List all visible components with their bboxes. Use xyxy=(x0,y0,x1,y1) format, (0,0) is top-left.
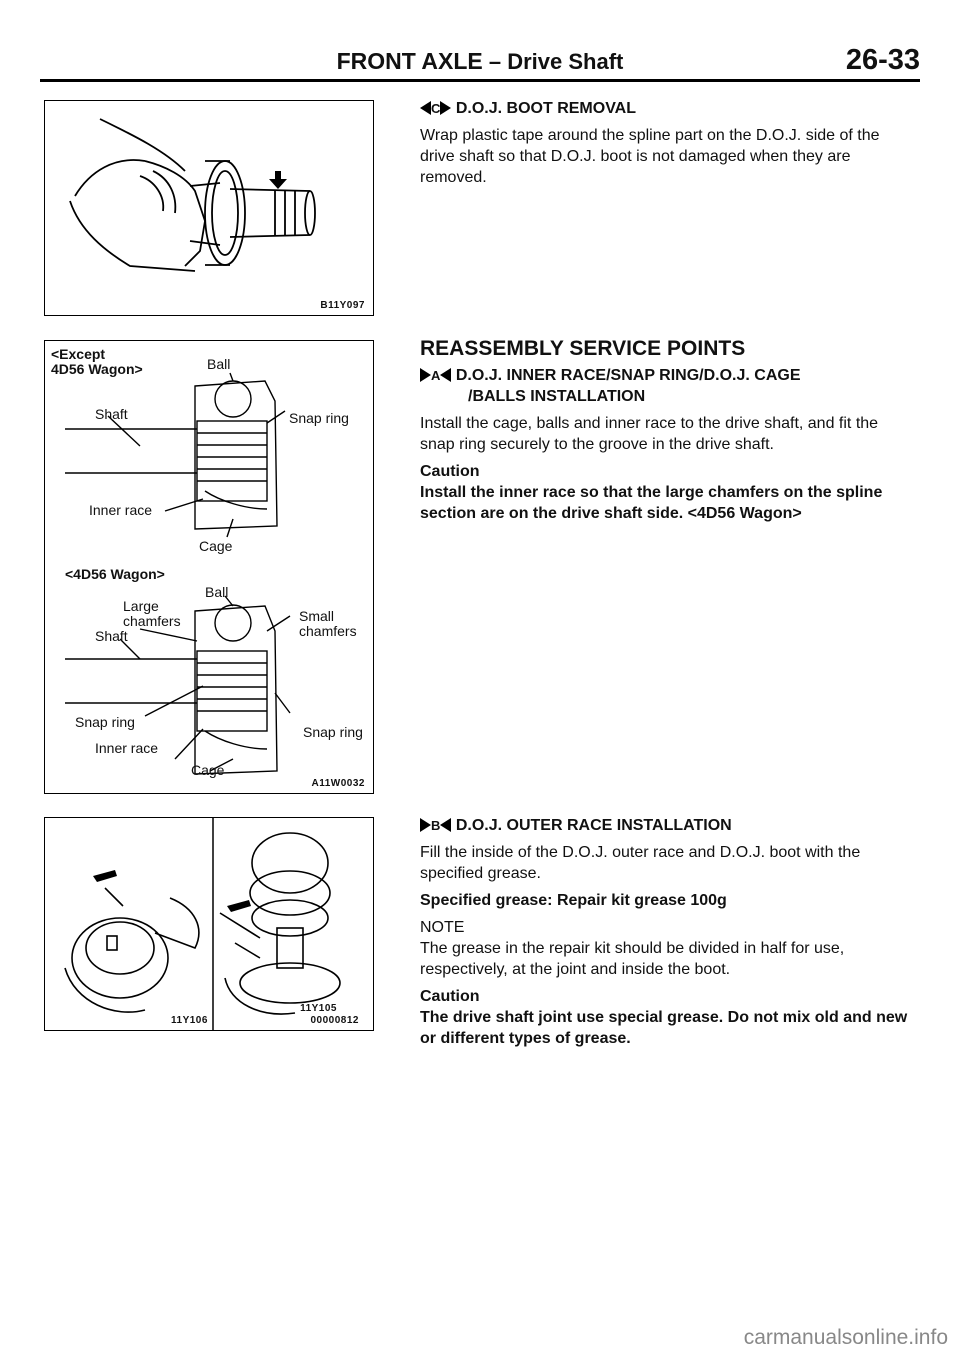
boot-removal-illustration xyxy=(45,101,373,315)
label-large-chamfers: Large chamfers xyxy=(123,598,181,629)
figure-grease-fill xyxy=(44,817,374,1031)
figure-code-left: 11Y106 xyxy=(171,1015,208,1026)
title-sub: Drive Shaft xyxy=(507,49,624,74)
figure-code: B11Y097 xyxy=(320,300,365,311)
label-ball-2: Ball xyxy=(205,584,229,600)
section-heading: C D.O.J. BOOT REMOVAL xyxy=(420,98,915,119)
figure-boot-removal xyxy=(44,100,374,316)
label-inner-race-2: Inner race xyxy=(95,740,159,756)
arrow-right-icon xyxy=(420,818,431,832)
note-text: The grease in the repair kit should be divided in half for use, respectively, at the joint and inside the boot. xyxy=(420,940,845,978)
arrow-icon xyxy=(269,171,287,189)
figure-code-right-2: 00000812 xyxy=(310,1015,359,1026)
grease-tube-icon xyxy=(93,870,117,882)
page-header xyxy=(40,44,920,78)
subsection-heading: B D.O.J. OUTER RACE INSTALLATION xyxy=(420,815,915,836)
subsection-body: Fill the inside of the D.O.J. outer race and D.O.J. boot with the specified grease. xyxy=(420,844,861,882)
watermark: carmanualsonline.info xyxy=(743,1326,948,1349)
arrow-left-icon xyxy=(440,818,451,832)
section-outer-race xyxy=(420,815,915,1049)
figure-code: A11W0032 xyxy=(311,778,365,789)
figure-inner-race xyxy=(44,340,374,794)
arrow-left-icon xyxy=(420,101,431,115)
label-snap-ring: Snap ring xyxy=(289,410,349,426)
title-main: FRONT AXLE xyxy=(336,48,483,74)
section-body: Wrap plastic tape around the spline part on the D.O.J. side of the drive shaft so that D.O.J. boot is not damaged when they are removed. xyxy=(420,127,880,186)
page-number: 26-33 xyxy=(845,44,920,76)
label-ball: Ball xyxy=(207,356,231,372)
grease-fill-illustration xyxy=(45,818,373,1030)
label-shaft: Shaft xyxy=(95,406,128,422)
section-title: REASSEMBLY SERVICE POINTS xyxy=(420,337,746,360)
subsection-heading-cont: /BALLS INSTALLATION xyxy=(468,388,646,405)
label-cage: Cage xyxy=(199,538,233,554)
label-small-chamfers: Small chamfers xyxy=(299,608,357,639)
label-inner-race: Inner race xyxy=(89,502,153,518)
caution-label: Caution xyxy=(420,463,480,480)
caution-text: Install the inner race so that the large chamfers on the spline section are on the drive shaft side. <4D56 Wagon> xyxy=(420,484,883,522)
section-boot-removal xyxy=(420,98,915,188)
spec-text: Specified grease: Repair kit grease 100g xyxy=(420,892,727,909)
subsection-heading: A D.O.J. INNER RACE/SNAP RING/D.O.J. CAGE xyxy=(420,365,915,386)
label-cage-2: Cage xyxy=(191,762,225,778)
page-title xyxy=(40,48,920,75)
caution-text: The drive shaft joint use special grease. Do not mix old and new or different types of grease. xyxy=(420,1009,908,1047)
label-snap-ring-2: Snap ring xyxy=(75,714,135,730)
grease-tube-icon xyxy=(227,900,251,912)
caution-label: Caution xyxy=(420,988,480,1005)
label-snap-ring-3: Snap ring xyxy=(303,724,363,740)
label-variant-wagon: <4D56 Wagon> xyxy=(65,566,165,582)
subsection-body: Install the cage, balls and inner race to the drive shaft, and fit the snap ring securely to the groove in the drive shaft. xyxy=(420,415,879,453)
note-label: NOTE xyxy=(420,919,465,936)
arrow-right-icon xyxy=(420,368,431,382)
label-shaft-2: Shaft xyxy=(95,628,128,644)
figure-code-right-1: 11Y105 xyxy=(300,1003,337,1014)
header-rule xyxy=(40,79,920,82)
arrow-left-icon xyxy=(440,368,451,382)
arrow-right-icon xyxy=(440,101,451,115)
label-variant-except: <Except 4D56 Wagon> xyxy=(51,346,143,377)
section-reassembly xyxy=(420,338,915,524)
title-dash: – xyxy=(488,49,502,74)
